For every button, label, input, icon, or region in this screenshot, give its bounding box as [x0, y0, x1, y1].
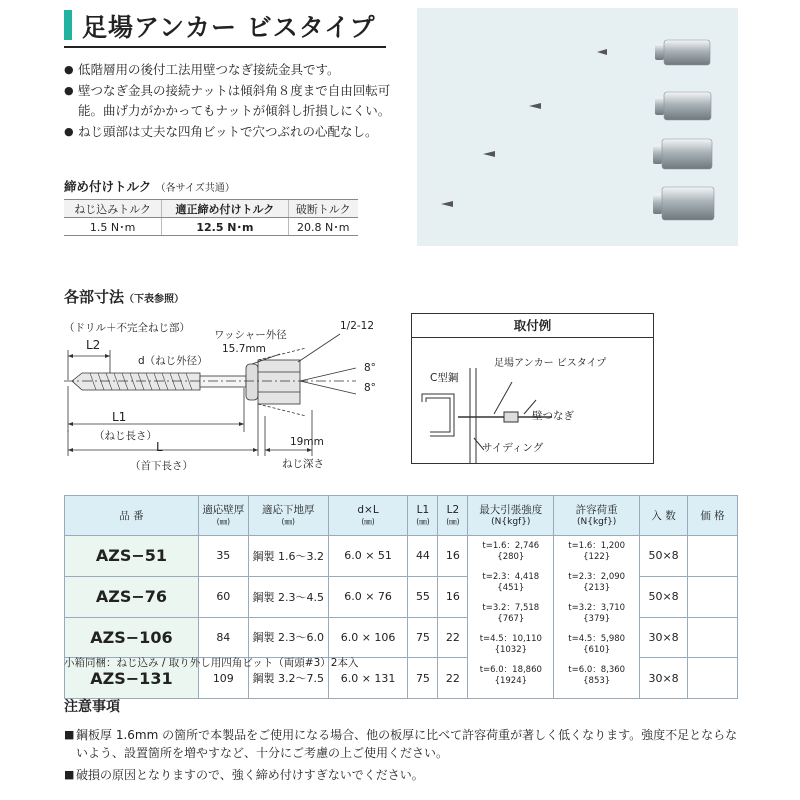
price — [688, 536, 738, 577]
price — [688, 617, 738, 658]
header-l2: L2 (㎜) — [438, 496, 468, 536]
screw-long — [483, 139, 712, 169]
allow-entry: t=2.3：2,090 {213} — [568, 572, 626, 593]
part-number: AZS−131 — [65, 658, 199, 699]
torque-header: 破断トルク — [288, 200, 358, 218]
thread-spec-label: 1/2-12 — [340, 320, 375, 332]
dxl-value: 6.0 × 76 — [328, 576, 408, 617]
allow-entry: t=1.6：1,200 {122} — [568, 541, 626, 562]
screw-medium — [529, 92, 711, 120]
dxl-value: 6.0 × 51 — [328, 536, 408, 577]
feature-item: ● ねじ頭部は丈夫な四角ビットで穴つぶれの心配なし。 — [64, 122, 394, 142]
l1-value: 75 — [408, 658, 438, 699]
title-underline — [64, 46, 386, 48]
caution-item: ■ 破損の原因となりますので、強く締め付けすぎないでください。 — [64, 766, 740, 784]
allowable-load-cell — [554, 536, 640, 699]
tensile-strength-cell — [468, 536, 554, 699]
l1-label: L1 — [112, 410, 127, 424]
l1-value: 75 — [408, 617, 438, 658]
substrate-thickness: 鋼製 1.6〜3.2 — [248, 536, 328, 577]
tensile-entry: t=2.3：4,418 {451} — [482, 572, 540, 593]
header-dxl: d×L (㎜) — [328, 496, 408, 536]
quantity: 30×8 — [640, 617, 688, 658]
angle-label-bottom: 8° — [364, 382, 376, 394]
header-wall: 適応壁厚 (㎜) — [198, 496, 248, 536]
header-substrate: 適応下地厚 (㎜) — [248, 496, 328, 536]
header-part: 品 番 — [65, 496, 199, 536]
substrate-thickness: 鋼製 3.2〜7.5 — [248, 658, 328, 699]
l2-label: L2 — [86, 338, 101, 352]
wall-tie-label: 壁つなぎ — [532, 410, 574, 422]
anchor-screws-image — [417, 8, 738, 246]
angle-label-top: 8° — [364, 362, 376, 374]
washer-value: 15.7mm — [222, 343, 266, 355]
tensile-entry: t=1.6：2,746 {280} — [482, 541, 540, 562]
price — [688, 576, 738, 617]
washer-label: ワッシャー外径 — [214, 329, 287, 341]
part-number: AZS−106 — [65, 617, 199, 658]
quantity: 50×8 — [640, 576, 688, 617]
caution-list — [64, 726, 740, 788]
price — [688, 658, 738, 699]
spec-header-row — [65, 496, 738, 536]
mounting-title: 取付例 — [412, 314, 653, 338]
torque-value-row — [64, 218, 358, 236]
tensile-entry: t=4.5：10,110 {1032} — [479, 634, 542, 655]
wall-thickness: 60 — [198, 576, 248, 617]
mounting-example — [411, 313, 654, 464]
dxl-value: 6.0 × 106 — [328, 617, 408, 658]
dxl-value: 6.0 × 131 — [328, 658, 408, 699]
substrate-thickness: 鋼製 2.3〜4.5 — [248, 576, 328, 617]
l1-value: 44 — [408, 536, 438, 577]
tensile-entry: t=3.2：7,518 {767} — [482, 603, 540, 624]
header-l1: L1 (㎜) — [408, 496, 438, 536]
quantity: 30×8 — [640, 658, 688, 699]
page-title: 足場アンカー ビスタイプ — [82, 13, 376, 42]
feature-item: ● 低階層用の後付工法用壁つなぎ接続金具です。 — [64, 60, 394, 80]
torque-note: （各サイズ共通） — [155, 183, 235, 194]
product-photo — [417, 8, 738, 246]
dimensions-heading-text: 各部寸法 — [64, 288, 125, 306]
drill-note: （ドリル＋不完全ねじ部） — [64, 322, 190, 334]
wall-thickness: 109 — [198, 658, 248, 699]
l2-value: 22 — [438, 658, 468, 699]
torque-value: 1.5 N･m — [64, 218, 162, 236]
torque-header: 適正締め付けトルク — [162, 200, 288, 218]
wall-thickness: 84 — [198, 617, 248, 658]
quantity: 50×8 — [640, 536, 688, 577]
screw-longest — [441, 187, 714, 220]
dimensions-note: （下表参照） — [124, 294, 185, 305]
torque-value: 20.8 N･m — [288, 218, 358, 236]
part-number: AZS−76 — [65, 576, 199, 617]
dimensions-heading — [64, 286, 184, 307]
d-label: d（ねじ外径） — [138, 355, 208, 367]
tensile-entry: t=6.0：18,860 {1924} — [479, 665, 542, 686]
channel-label: C型鋼 — [430, 372, 459, 384]
l1-note: （ねじ長さ） — [94, 430, 157, 442]
spec-row — [65, 536, 738, 577]
caution-item: ■ 鋼板厚 1.6mm の箇所で本製品をご使用になる場合、他の板厚に比べて許容荷重が著しく低くなります。強度不足とならないよう、設置箇所を増やすなど、十分にご考慮の上ご使用ください。 — [64, 726, 740, 762]
l2-value: 16 — [438, 536, 468, 577]
part-number: AZS−51 — [65, 536, 199, 577]
l1-value: 55 — [408, 576, 438, 617]
title-bar — [64, 8, 386, 48]
product-label: 足場アンカー ビスタイプ — [494, 358, 607, 369]
torque-heading-text: 締め付けトルク — [64, 179, 152, 194]
wall-thickness: 35 — [198, 536, 248, 577]
siding-label: サイディング — [482, 442, 544, 454]
l-note: （首下長さ） — [130, 460, 193, 472]
package-note: 小箱同梱：ねじ込み / 取り外し用四角ビット（両頭#3）2本入 — [64, 657, 359, 669]
header-qty: 入 数 — [640, 496, 688, 536]
depth-value: 19mm — [290, 436, 324, 448]
torque-header-row — [64, 200, 358, 218]
torque-table — [64, 199, 358, 236]
l2-value: 16 — [438, 576, 468, 617]
caution-heading: 注意事項 — [64, 699, 120, 715]
feature-list — [64, 60, 394, 143]
l-label: L — [156, 440, 163, 454]
feature-item: ● 壁つなぎ金具の接続ナットは傾斜角８度まで自由回転可能。曲げ力がかかってもナットが傾斜し折損しにくい。 — [64, 81, 394, 121]
allow-entry: t=4.5：5,980 {610} — [568, 634, 626, 655]
header-tensile: 最大引張強度 (N{kgf}) — [468, 496, 554, 536]
header-allow: 許容荷重 (N{kgf}) — [554, 496, 640, 536]
torque-value: 12.5 N･m — [162, 218, 288, 236]
allow-entry: t=3.2：3,710 {379} — [568, 603, 626, 624]
allow-entry: t=6.0：8,360 {853} — [568, 665, 626, 686]
screw-short — [597, 40, 710, 65]
torque-header: ねじ込みトルク — [64, 200, 162, 218]
depth-label: ねじ深さ — [282, 458, 324, 470]
torque-heading — [64, 177, 235, 195]
header-price: 価 格 — [688, 496, 738, 536]
l2-value: 22 — [438, 617, 468, 658]
substrate-thickness: 鋼製 2.3〜6.0 — [248, 617, 328, 658]
title-accent-bar — [64, 10, 72, 40]
